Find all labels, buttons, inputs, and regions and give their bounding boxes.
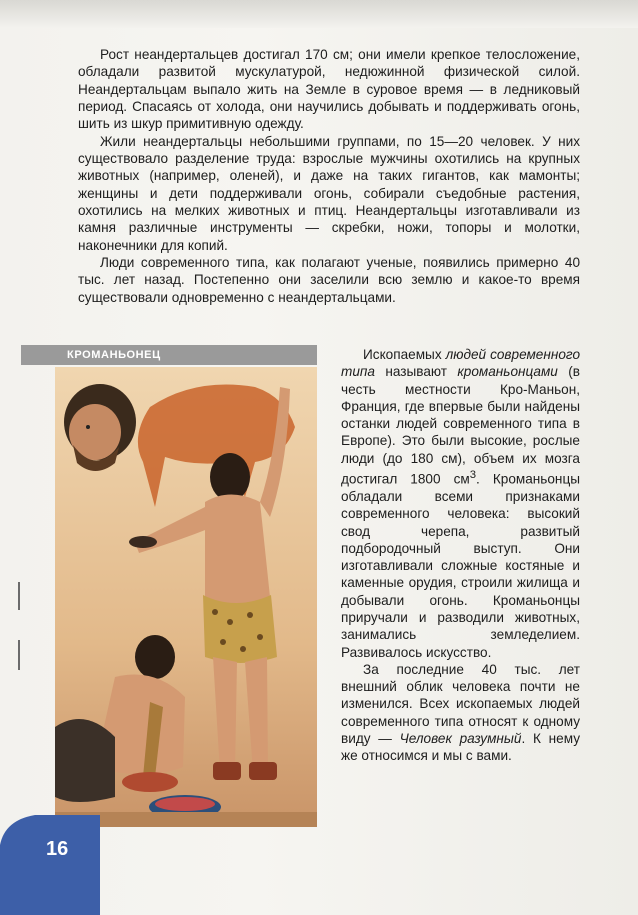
paragraph-3: Люди современного типа, как полагают ученые, появились примерно 40 тыс. лет назад. Постепенно они заселили всю землю и какое-то время существовали одновременно с неандертальцами. bbox=[78, 255, 580, 305]
cave-scene-image bbox=[55, 367, 317, 827]
text-span: (в честь местности Кро-Маньон, Франция, где впервые были найдены останки людей современного типа в Европе). Это были высокие, рослые люди (до 180 см), объем их мозга достигал 1800 см bbox=[341, 364, 580, 487]
paragraph-cro-magnon bbox=[341, 346, 580, 661]
page-corner-tab bbox=[0, 815, 100, 915]
superscript: 3 bbox=[469, 469, 477, 482]
emphasis-modern-humans: людей современного типа bbox=[341, 347, 581, 380]
margin-mark bbox=[18, 582, 20, 610]
cro-magnon-illustration bbox=[55, 367, 317, 827]
text-span: называют bbox=[374, 364, 458, 380]
page-number: 16 bbox=[46, 838, 69, 860]
text-span: За последние 40 тыс. лет внешний облик человека почти не изменился. Всех ископаемых людей современного типа относят к одному виду — bbox=[341, 661, 580, 747]
main-text bbox=[78, 46, 580, 306]
paragraph-homo-sapiens bbox=[341, 661, 580, 765]
margin-mark bbox=[18, 640, 20, 670]
paragraph-1: Рост неандертальцев достигал 170 см; они имели крепкое телосложение, обладали развитой мускулатурой, недюжинной физической силой. Неандертальцам выпало жить на Земле в суровое время — в ледниковый период. Спасаясь от холода, они научились добывать и поддерживать огонь, шить из шкур примитивную одежду. bbox=[78, 47, 580, 132]
paragraph-2: Жили неандертальцы небольшими группами, по 15—20 человек. У них существовало разделение труда: взрослые мужчины охотились на крупных животных (например, оленей), и даже на таких гигантов, как мамонты; женщины и дети поддерживали огонь, собирали съедобные растения, охотились на мелких животных и птиц. Неандертальцы изготавливали из камня различные инструменты — скребки, ножи, топоры и молотки, наконечники для копий. bbox=[78, 133, 580, 253]
right-column-text bbox=[341, 346, 580, 765]
page-top-shadow bbox=[0, 0, 638, 28]
text-span: . К нему же относимся и мы с вами. bbox=[341, 731, 580, 764]
text-span: Ископаемых bbox=[363, 347, 446, 362]
emphasis-homo-sapiens: Человек разумный bbox=[399, 731, 522, 747]
emphasis-cro-magnons: кроманьонцами bbox=[457, 364, 558, 380]
illustration-header: КРОМАНЬОНЕЦ bbox=[21, 345, 317, 365]
text-span: . Кроманьонцы обладали всеми признаками современного человека: высокий свод черепа, развитый подбородочный выступ. Они изготавливали сложные костяные и каменные орудия, строили жилища и добывали огонь. Кроманьонцы приручали и разводили животных, занимались земледелием. Развивалось искусство. bbox=[341, 471, 580, 660]
